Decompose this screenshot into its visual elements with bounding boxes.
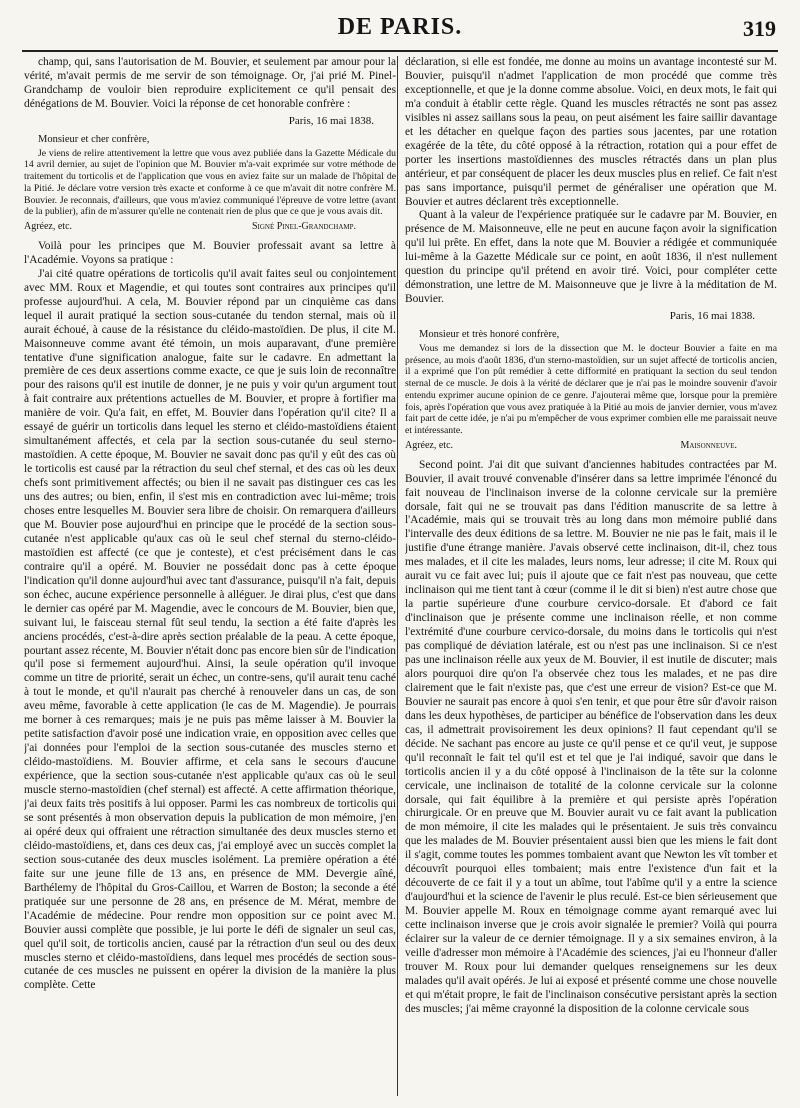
paragraph: Second point. J'ai dit que suivant d'anciennes habitudes contractées par M. Bouvier, il avait trouvé convenable d'insérer dans sa lettre imprimée l'énoncé du fait nouveau de l'inclinaison inverse de la colonne cervicale sur la première dorsale, fait qui ne se trouvait pas dans l'édition manuscrite de sa lettre à l'Académie, mais qui se trouvait très au long dans mon mémoire publié dans l'intervalle des deux éditions de sa lettre. M. Bouvier ne nie pas le fait, mais il le justifie d'une étrange manière. J'avais observé cette inclinaison, dit-il, chez tous mes malades, et il cite les malades, leurs noms, leur adresse; il cite M. Roux qui aurait vu ce fait avec lui; puis il ajoute que ce fait n'est pas nouveau, que cette inclinaison qui me tient tant à cœur (comme il le dit si bien) n'est autre chose que la partie supérieure d'une courbure cervico-dorsale. Et d'abord ce fait d'inclinaison que je présente comme une inclinaison réelle, et non comme l'extrémité d'une courbure cervico-dorsale, du moins dans le torticolis qui n'est pas compliqué de déviation latérale, est ou n'est pas une inclinaison. Si ce n'est pas une inclinaison réelle aux yeux de M. Bouvier, il est inutile de discuter; mais alors pourquoi dire qu'on l'a observée chez tous les malades, et ne pas dire clairement que le fait n'existe pas, que c'est une erreur de vision? Est-ce que M. Bouvier ne saurait pas encore à quoi s'en tenir, et que pour être sûr d'avoir raison dans les deux hypothèses, de participer au bénéfice de l'observation dans les deux cas, il admettrait provisoirement les deux opinions? Il faut cependant qu'il se décide. Ne sachant pas encore au juste ce qu'il pense et ce qu'il veut, je suppose qu'il reconnaît le fait tel qu'il est et tel que je l'ai indiqué, savoir que dans le torticolis ancien il y a du côté opposé à l'inclinaison de la tête sur la colonne cervicale, une inclinaison de totalité de la colonne cervicale sur la colonne dorsale, qui fait équilibre à la première et qui persiste après l'opération chirurgicale. Or en preuve que M. Bouvier aurait vu ce fait avant la publication de mon mémoire, il cite les malades qui le présentaient. Je suis très convaincu que les malades de M. Bouvier présentaient aussi bien que les miens le fait dont il s'agit, comme toutes les pommes tombaient avant que Newton les vît tomber et découvrît pourquoi elles tombaient; mais entre l'existence d'un fait et la découverte de ce fait il y a tout un abîme, tout l'abîme qu'il y a entre la science d'aujourd'hui et la science de l'avenir le plus reculé. Est-ce bien sérieusement que M. Bouvier appelle M. Roux en témoignage comme ayant remarqué avec lui cette inclinaison inverse que je crois avoir signalée le premier? Voilà qui pourra éclairer sur la valeur de ce dernier témoignage. Il y a six semaines environ, à la veille d'adresser mon mémoire à l'Académie des sciences, j'ai eu l'honneur d'aller trouver M. Roux pour lui demander quelques renseignemens sur les deux malades qu'il avait opérés. Je lui ai exposé et présenté comme une chose nouvelle et qui m'était propre, le fait de l'inclinaison consécutive persistant après la section des muscles; j'ai même crayonné la disposition de la colonne cervicale sous: [405, 458, 777, 1015]
left-column: [24, 56, 396, 1096]
paragraph: déclaration, si elle est fondée, me donne au moins un avantage incontesté sur M. Bouvier, puisqu'il n'admet l'application de mon procédé que comme très exceptionnelle, et que je la donne comme absolue. Voici, en deux mots, le fait qui m'a conduit à établir cette règle. Quand les muscles rétractés ne sont pas assez visibles ni assez saillans sous la peau, on peut aisément les faire saillir davantage et les détacher en quelque façon des parties sous jacentes, par une rotation exagérée de la tête, du côté opposé à la rétraction, rotation qui a pour effet de porter les insertions mastoïdiennes des muscles rétractés dans un plan plus antérieur, et par conséquent de placer les deux muscles plus en relief. Ce fait n'est pas sans importance, puisqu'il permet de généraliser une opération que M. Bouvier et autres déclarent très exceptionnelle.: [405, 56, 777, 208]
paragraph: Quant à la valeur de l'expérience pratiquée sur le cadavre par M. Bouvier, en présence de M. Maisonneuve, elle ne peut en aucune façon avoir la signification qu'il lui prête. En effet, dans la note que M. Bouvier a rédigée et communiquée lui-même à la Gazette Médicale sur ce point, en août 1836, il n'est nullement question du principe qu'il prétend en avoir tiré. Voici, pour compléter cette démonstration, une lettre de M. Maisonneuve que je livre à la méditation de M. Bouvier.: [405, 209, 777, 306]
signature-name: Maisonneuve.: [680, 439, 737, 451]
paragraph: champ, qui, sans l'autorisation de M. Bouvier, et seulement par amour pour la vérité, m'avait permis de me servir de son témoignage. Or, j'ai prié M. Pinel-Grandchamp de vouloir bien reproduire explicitement ce qu'il pensait des dénégations de M. Bouvier. Voici la réponse de cet honorable confrère :: [24, 56, 396, 110]
page-number: 319: [743, 16, 776, 41]
letter-body: Vous me demandez si lors de la dissection que M. le docteur Bouvier a faite en ma présence, au mois d'août 1836, d'un sterno-mastoïdien, sur un sujet affecté de torticolis ancien, il a exprimé que l'on pût remédier à cette difformité en pratiquant la section du seul tendon sternal de ce muscle. Je dois à la vérité de déclarer que je n'ai pas le moindre souvenir d'avoir entendu exprimer aucune opinion de ce genre. J'ajouterai même que, lorsque pour la première fois, après l'opération que vous avez pratiquée à la Pitié au mois de janvier dernier, vous m'avez fait part de cette idée, je n'ai pu m'empêcher de vous exprimer combien elle me paraissait neuve et intéressante.: [405, 343, 777, 436]
letter-date: Paris, 16 mai 1838.: [669, 310, 755, 323]
signature-closing: Agréez, etc.: [24, 220, 73, 232]
letter-signature: [24, 220, 396, 234]
paragraph: Voilà pour les principes que M. Bouvier professait avant sa lettre à l'Académie. Voyons sa pratique :: [24, 239, 396, 266]
letter-body: Je viens de relire attentivement la lettre que vous avez publiée dans la Gazette Médicale du 14 avril dernier, au sujet de l'opinion que M. Bouvier m'a-vait exprimée sur votre méthode de traitement du torticolis et de l'application que vous en aviez faite sur un malade de l'hôpital de la Pitié. Je déclare votre version très exacte et conforme à ce que m'avait dit notre confrère M. Bouvier. Je reconnais, d'ailleurs, que vous m'aviez communiqué l'épreuve de votre lettre (avant de la publier), afin de m'assurer qu'elle ne contenait rien de plus que ce que je vous avais dit.: [24, 147, 396, 218]
header-rule: [22, 50, 778, 52]
running-title: DE PARIS.: [337, 14, 463, 40]
letter-date: Paris, 16 mai 1838.: [288, 114, 374, 127]
signature-closing: Agréez, etc.: [405, 439, 454, 451]
page-header: [22, 14, 778, 48]
column-divider: [397, 56, 398, 1096]
right-column: [405, 56, 777, 1096]
signature-name: Signé Pinel-Grandchamp.: [251, 220, 356, 232]
letter-signature: [405, 439, 777, 453]
letter-salutation: Monsieur et cher confrère,: [38, 133, 150, 145]
paragraph: J'ai cité quatre opérations de torticolis qu'il avait faites seul ou conjointement avec MM. Roux et Magendie, et qui toutes sont contraires aux principes qu'il professe aujourd'hui. A cela, M. Bouvier répond par un cinquième cas dans lequel il aurait pratiqué la section sous-cutanée du tendon sternal, mais où il aurait échoué, à cause de la résistance du cléido-mastoïdien. De plus, il cite M. Maisonneuve comme avant été témoin, un mois auparavant, d'une première tentative d'une signification analogue, faite sur le cadavre. En admettant la première de ces deux assertions comme exacte, ce que je suis loin de reconnaître pour des raisons qu'il est inutile de donner, je ne puis y voir qu'un argument tout à fait contraire aux prétentions actuelles de M. Bouvier, et propre à fortifier ma manière de voir. Qu'a fait, en effet, M. Bouvier dans l'opération qu'il cite? Il a essayé de guérir un torticolis dans lequel les sterno et cléido-mastoïdiens étaient simultanément affectés, et cela par la section sous-cutanée du seul sterno-mastoïdien. A cette époque, M. Bouvier ne savait donc pas qu'il y eût des cas où le torticolis est causé par la rétraction du seul chef sternal, et des cas où les deux chefs sont primitivement affectés; ou bien il ne savait pas distinguer ces cas les uns des autres; ou bien, enfin, il s'est mis en contradiction avec lui-même; trois choses entre lesquelles M. Bouvier sera libre de choisir. On remarquera d'ailleurs que M. Bouvier pose aujourd'hui en principe que le procédé de la section sous-cutanée n'est applicable qu'aux cas où le seul chef sternal du sterno-cléido-mastoïdien est affecté (ce que je conteste), et c'est précisément dans le cas contraire qu'il a opéré. M. Bouvier ne possédait donc pas à cette époque l'indication qu'il donne aujourd'hui avec tant d'assurance, puisqu'il n'a fait, depuis son échec, aucune expérience personnelle à alléguer. Je dirai plus, c'est que dans le dernier cas opéré par M. Magendie, avec le concours de M. Bouvier, bien que, suivant lui, le faisceau sternal fût seul tendu, la section a été faite d'après les anciens procédés, c'est-à-dire après section préalable de la peau. A cette époque, pourtant assez récente, M. Bouvier n'était donc pas encore bien sûr de l'indication qu'il pose si fermement aujourd'hui. Ainsi, la seule opération qu'il invoque comme un titre de priorité, serait un échec, un contre-sens, qu'il aurait tenu caché à tout le monde, et qu'il n'aurait pas cherché à renouveler dans un cas, de son aveu même, favorable à cette application (le cas de M. Magendie). Je pourrais me borner à ces remarques; mais je ne puis pas même laisser à M. Bouvier la petite satisfaction d'avoir posé une indication vraie, en opposition avec celles que j'ai données pour l'emploi de la section sous-cutanée des muscles sterno et cléido-mastoïdiens. M. Bouvier affirme, et cela sans le secours d'aucune expérience, que la section sous-cutanée n'est applicable qu'aux cas où le seul muscle sterno-mastoïdien (chef sternal) est affecté. A cette affirmation théorique, j'ai deux faits très positifs à lui opposer. Parmi les cas nombreux de torticolis qui se sont présentés à mon observation depuis la publication de mon mémoire, j'en ai opéré deux qui offraient une rétraction simultanée des deux muscles sterno et cléido-mastoïdiens, et, dans ces deux cas, j'ai employé avec un succès complet la section sous-cutanée des deux muscles isolément. La première opération a été faite sur une jeune fille de 13 ans, en présence de MM. Devergie aîné, Barthélemy de l'hôpital du Gros-Caillou, et Warren de Boston; la seconde a été pratiquée sur une personne de 28 ans, en présence de M. Mérat, membre de l'Académie de médecine. Pour rendre mon opposition sur ce point avec M. Bouvier aussi complète que possible, je lui porte le défi de signaler un seul cas, quel qu'il soit, de torticolis ancien, causé par la rétraction d'un seul ou des deux muscles sterno et cléido-mastoïdiens, dans lequel mes procédés de section sous-cutanée de ces muscles ne puissent en opérer la division de la manière la plus complète. Cette: [24, 267, 396, 992]
letter-salutation: Monsieur et très honoré confrère,: [419, 329, 560, 341]
